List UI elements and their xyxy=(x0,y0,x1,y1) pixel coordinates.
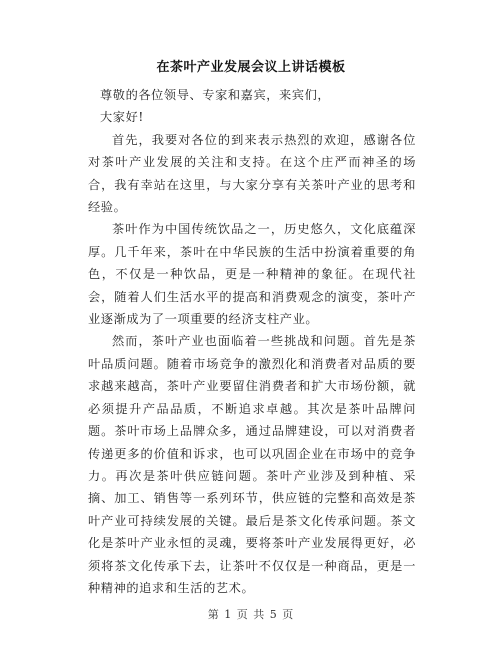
page-number-footer: 第 1 页 共 5 页 xyxy=(207,608,295,621)
greeting: 大家好! xyxy=(100,110,144,125)
document-body xyxy=(88,84,416,599)
paragraph-welcome: 首先，我要对各位的到来表示热烈的欢迎，感谢各位对茶叶产业发展的关注和支持。在这个庄严而神圣的场合，我有幸站在这里，与大家分享有关茶叶产业的思考和经验。 xyxy=(88,132,416,215)
paragraph-history: 茶叶作为中国传统饮品之一，历史悠久，文化底蕴深厚。几千年来，茶叶在中华民族的生活中扮演着重要的角色，不仅是一种饮品，更是一种精神的象征。在现代社会，随着人们生活水平的提高和消费观念的演变，茶叶产业逐渐成为了一项重要的经济支柱产业。 xyxy=(88,222,416,327)
salutation: 尊敬的各位领导、专家和嘉宾，来宾们， xyxy=(100,88,331,102)
paragraph-challenges: 然而，茶叶产业也面临着一些挑战和问题。首先是茶叶品质问题。随着市场竞争的激烈化和消费者对品质的要求越来越高，茶叶产业要留住消费者和扩大市场份额，就必须提升产品品质，不断追求卓越。其次是茶叶品牌问题。茶叶市场上品牌众多，通过品牌建设，可以对消费者传递更多的价值和诉求，也可以巩固企业在市场中的竞争力。再次是茶叶供应链问题。茶叶产业涉及到种植、采摘、加工、销售等一系列环节，供应链的完整和高效是茶叶产业可持续发展的关键。最后是茶文化传承问题。茶文化是茶叶产业永恒的灵魂，要将茶叶产业发展得更好，必须将茶文化传承下去，让茶叶不仅仅是一种商品，更是一种精神的追求和生活的艺术。 xyxy=(88,334,416,595)
document-title: 在茶叶产业发展会议上讲话模板 xyxy=(156,60,346,75)
